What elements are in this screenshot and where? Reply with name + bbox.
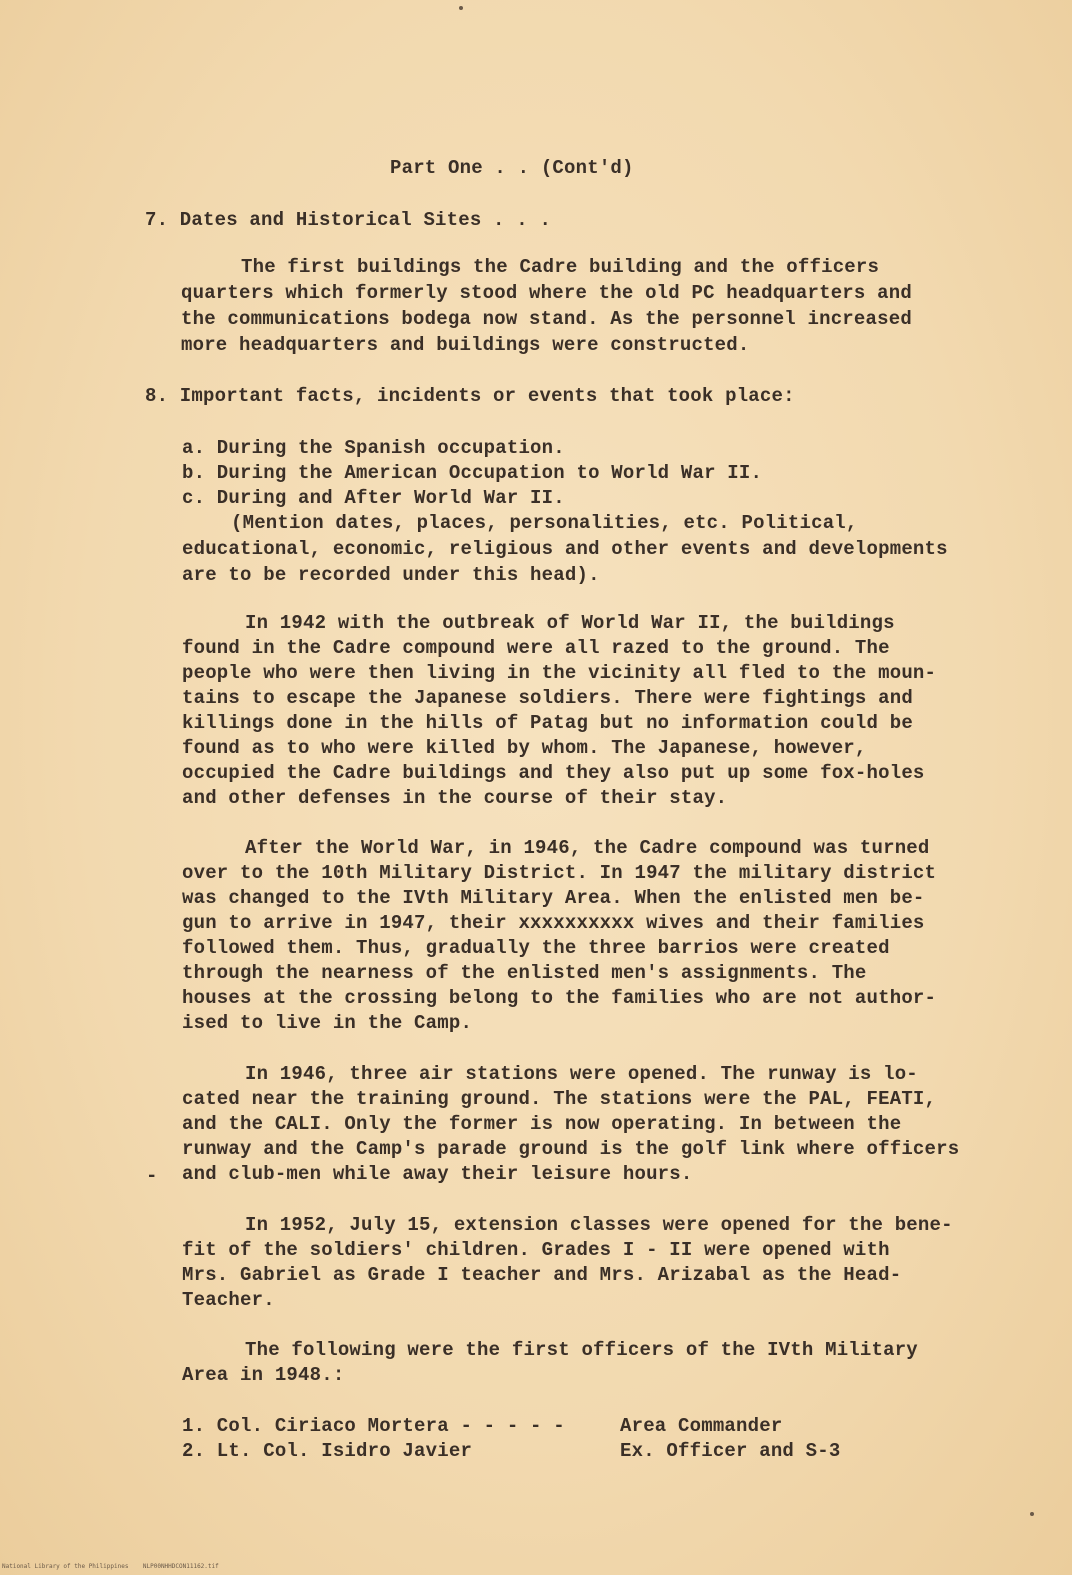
item8-sub: a. During the Spanish occupation. <box>182 437 565 459</box>
item8-title: 8. Important facts, incidents or events that took place: <box>145 385 795 407</box>
officer-name: 2. Lt. Col. Isidro Javier <box>182 1440 473 1462</box>
para1-line: tains to escape the Japanese soldiers. There were fightings and <box>182 687 913 709</box>
officer-role: Ex. Officer and S-3 <box>620 1440 841 1462</box>
para3-line: and the CALI. Only the former is now operating. In between the <box>182 1113 902 1135</box>
officer-name: 1. Col. Ciriaco Mortera - - - - - <box>182 1415 565 1437</box>
item7-line: quarters which formerly stood where the old PC headquarters and <box>181 282 912 304</box>
para2-line: followed them. Thus, gradually the three barrios were created <box>182 937 890 959</box>
item8-note: are to be recorded under this head). <box>182 564 600 586</box>
para4-line: Teacher. <box>182 1289 275 1311</box>
officer-role: Area Commander <box>620 1415 783 1437</box>
para2-line: was changed to the IVth Military Area. When the enlisted men be- <box>182 887 925 909</box>
para4-line: In 1952, July 15, extension classes were opened for the bene- <box>245 1214 953 1236</box>
para4-line: fit of the soldiers' children. Grades I - II were opened with <box>182 1239 890 1261</box>
item7-line: The first buildings the Cadre building and the officers <box>241 256 880 278</box>
para1-line: found as to who were killed by whom. The Japanese, however, <box>182 737 867 759</box>
para2-line: over to the 10th Military District. In 1947 the military district <box>182 862 937 884</box>
para2-line: After the World War, in 1946, the Cadre compound was turned <box>245 837 930 859</box>
para1-line: people who were then living in the vicinity all fled to the moun- <box>182 662 937 684</box>
item7-line: the communications bodega now stand. As the personnel increased <box>181 308 912 330</box>
para1-line: In 1942 with the outbreak of World War II, the buildings <box>245 612 895 634</box>
para3-line: runway and the Camp's parade ground is the golf link where officers <box>182 1138 960 1160</box>
paper-speck <box>459 6 463 10</box>
para3-line: In 1946, three air stations were opened. The runway is lo- <box>245 1063 918 1085</box>
para5-line: The following were the first officers of the IVth Military <box>245 1339 918 1361</box>
para3-line: and club-men while away their leisure hours. <box>182 1163 693 1185</box>
para1-line: occupied the Cadre buildings and they also put up some fox-holes <box>182 762 925 784</box>
para1-line: and other defenses in the course of their stay. <box>182 787 728 809</box>
para5-line: Area in 1948.: <box>182 1364 345 1386</box>
item8-sub: c. During and After World War II. <box>182 487 565 509</box>
margin-dash: - <box>146 1165 158 1187</box>
para1-line: killings done in the hills of Patag but no information could be <box>182 712 913 734</box>
para1-line: found in the Cadre compound were all razed to the ground. The <box>182 637 890 659</box>
para2-line: ised to live in the Camp. <box>182 1012 473 1034</box>
item7-line: more headquarters and buildings were constructed. <box>181 334 750 356</box>
para2-line: gun to arrive in 1947, their xxxxxxxxxx wives and their families <box>182 912 925 934</box>
para4-line: Mrs. Gabriel as Grade I teacher and Mrs. Arizabal as the Head- <box>182 1264 902 1286</box>
scan-footer: National Library of the Philippines NLP00NHHDCON11162.tif <box>2 1563 219 1570</box>
item7-title: 7. Dates and Historical Sites . . . <box>145 209 552 231</box>
item8-note: educational, economic, religious and other events and developments <box>182 538 948 560</box>
item8-note: (Mention dates, places, personalities, etc. Political, <box>231 512 858 534</box>
item8-sub: b. During the American Occupation to World War II. <box>182 462 763 484</box>
para2-line: houses at the crossing belong to the families who are not author- <box>182 987 937 1009</box>
para2-line: through the nearness of the enlisted men's assignments. The <box>182 962 867 984</box>
para3-line: cated near the training ground. The stations were the PAL, FEATI, <box>182 1088 937 1110</box>
paper-speck <box>1030 1512 1034 1516</box>
page-heading: Part One . . (Cont'd) <box>390 157 634 179</box>
